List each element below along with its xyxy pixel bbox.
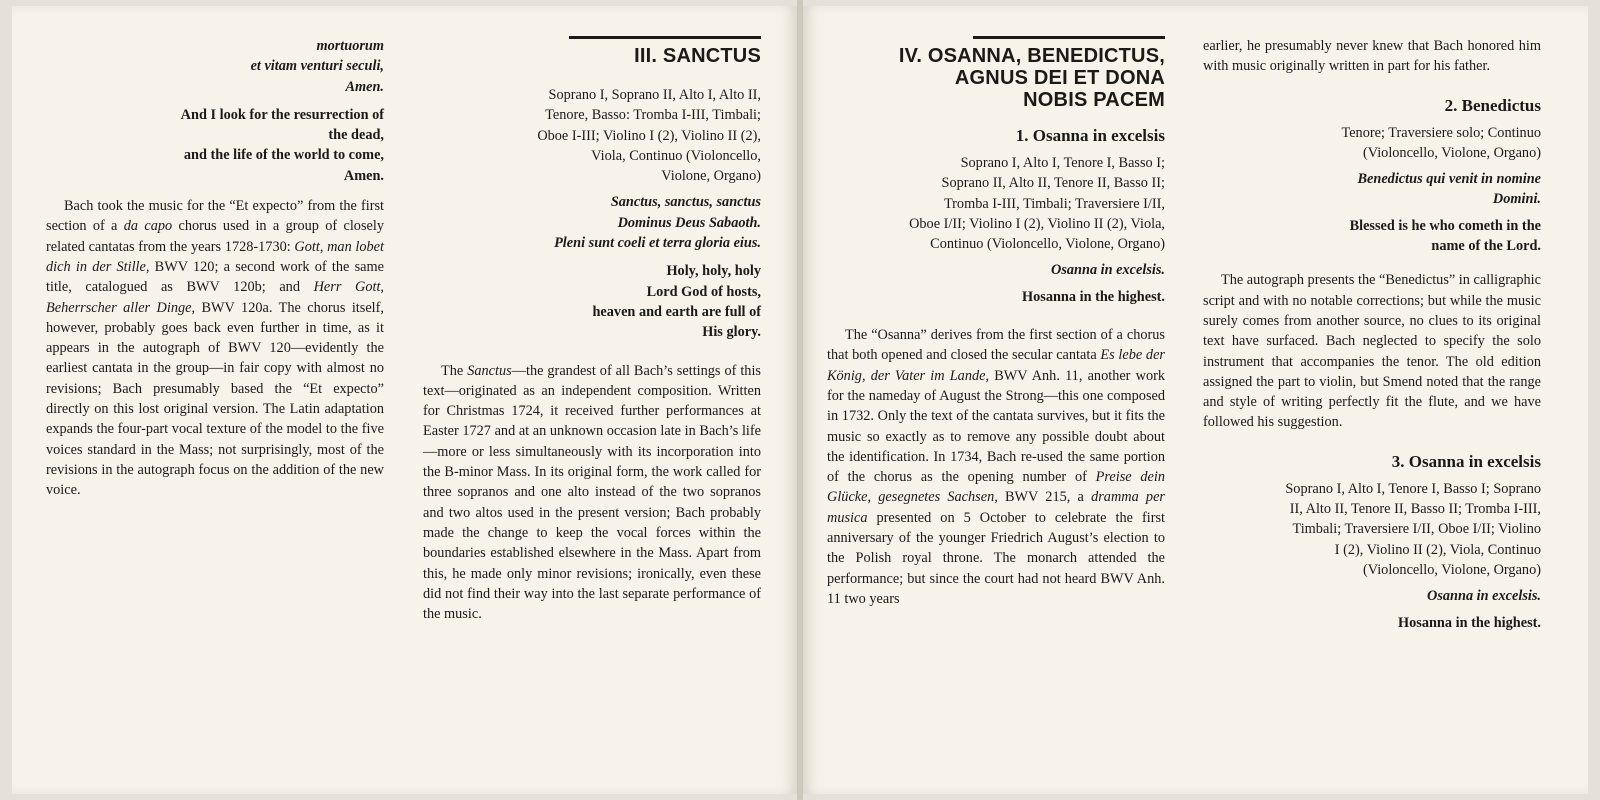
commentary-paragraph: earlier, he presumably never knew that Bach honored him with music originally written in part for his father. — [1203, 38, 1541, 75]
text-run: The “Osanna” derives from the first section of a chorus that both opened and closed the secular cantata — [827, 327, 1165, 364]
text-run: BWV 215, a — [997, 489, 1092, 506]
right-page — [803, 6, 1588, 794]
left-column-2 — [423, 36, 761, 624]
instrumentation-line: Tenore; Traversiere solo; Continuo — [1341, 124, 1541, 141]
latin-line: Sanctus, sanctus, sanctus — [610, 194, 761, 211]
subsection-heading: 1. Osanna in excelsis — [1015, 126, 1165, 145]
latin-line: Osanna in excelsis. — [1051, 262, 1165, 279]
text-run-italic: Preise dein Glücke, gesegnetes Sachsen, — [827, 469, 1165, 506]
section-heading-line: NOBIS PACEM — [1023, 89, 1165, 111]
right-column-1 — [827, 36, 1165, 609]
instrumentation-line: Continuo (Violoncello, Violone, Organo) — [930, 236, 1165, 253]
section-heading-line: IV. OSANNA, BENEDICTUS, — [898, 45, 1165, 67]
left-column-1 — [46, 36, 384, 501]
text-run-italic: Sanctus — [467, 362, 512, 379]
text-run-italic: dramma per musica — [827, 489, 1165, 526]
english-line: His glory. — [702, 324, 761, 341]
english-line: Lord God of hosts, — [646, 283, 761, 300]
latin-line: Dominus Deus Sabaoth. — [617, 214, 761, 231]
latin-line: Benedictus qui venit in nomine — [1357, 171, 1541, 188]
english-line: Holy, holy, holy — [666, 263, 761, 280]
latin-line: mortuorum — [316, 38, 384, 54]
instrumentation-line: Tenore, Basso: Tromba I-III, Timbali; — [545, 107, 761, 124]
english-line: Hosanna in the highest. — [1397, 614, 1541, 631]
instrumentation-line: Soprano I, Soprano II, Alto I, Alto II, — [548, 87, 761, 103]
instrumentation-line: Oboe I-III; Violino I (2), Violino II (2), — [537, 127, 761, 144]
text-run: —the grandest of all Bach’s settings of this text—originated as an independent composition. Written for Christmas 1724, it received further performances at Easter 1727 and at an unknown occasion late in Bach’s life—more or less simultaneously with its incorporation into the B-minor Mass. In its original form, the work called for three sopranos and one alto instead of the two sopranos and two altos used in the present version; Bach probably made the change to keep the vocal forces within the boundaries established elsewhere in the Mass. Apart from this, he made only minor revisions; ironically, even these did not find their way into the last separate performance of the music. — [423, 362, 761, 623]
latin-line: Pleni sunt coeli et terra gloria eius. — [554, 235, 761, 252]
instrumentation-line: Tromba I-III, Timbali; Traversiere I/II, — [943, 195, 1165, 212]
english-line: Blessed is he who cometh in the — [1349, 217, 1541, 234]
instrumentation-line: (Violoncello, Violone, Organo) — [1362, 561, 1541, 578]
text-run: Bach took the music for the “Et expecto” from the first section of a — [46, 198, 384, 235]
text-run-italic: Es lebe der König, der Vater im Lande, — [827, 347, 1165, 384]
latin-line: Osanna in excelsis. — [1427, 588, 1541, 605]
instrumentation-line: Soprano I, Alto I, Tenore I, Basso I; Soprano — [1285, 480, 1541, 497]
english-line: heaven and earth are full of — [592, 303, 761, 320]
latin-line: Amen. — [345, 78, 384, 95]
english-line: and the life of the world to come, — [183, 147, 384, 164]
text-run: , BWV 120a. The chorus itself, however, probably goes back even further in time, as it appears in the autograph of BWV 120—evidently the earliest cantata in the group—in fair copy with almost no revisions; Bach presumably based the “Et expecto” directly on this lost original version. The Latin adaptation expands the four-part vocal texture of the model to the five voices standard in the Mass; not surprisingly, most of the revisions in the autograph focus on the addition of the new voice. — [46, 299, 384, 499]
english-line: And I look for the resurrection of — [180, 106, 384, 123]
text-run: BWV 120; a second work of the same title, catalogued as BWV 120b; and — [46, 258, 384, 296]
instrumentation-line: (Violoncello, Violone, Organo) — [1362, 144, 1541, 161]
english-line: the dead, — [328, 127, 384, 144]
text-run-italic: Gott, man lobet dich in der Stille, — [46, 238, 385, 275]
english-line: name of the Lord. — [1431, 238, 1541, 255]
instrumentation-line: Soprano I, Alto I, Tenore I, Basso I; — [960, 155, 1165, 171]
right-column-2 — [1203, 36, 1541, 633]
commentary-paragraph — [46, 196, 384, 500]
instrumentation-line: Violone, Organo) — [661, 168, 761, 185]
commentary-paragraph — [827, 325, 1165, 609]
text-run: The — [441, 362, 468, 379]
instrumentation-line: Soprano II, Alto II, Tenore II, Basso II; — [941, 175, 1165, 192]
commentary-paragraph: The autograph presents the “Benedictus” in calligraphic script and with no notable corrections; but while the music surely comes from another source, no clues to its original text have surfaced. Bach neglected to specify the solo instrument that accompanies the tenor. The old edition assigned the part to violin, but Smend noted that the range and style of writing perfectly fit the flute, and we have followed his suggestion. — [1203, 272, 1541, 431]
instrumentation-line: Viola, Continuo (Violoncello, — [591, 147, 761, 164]
heading-rule — [569, 36, 761, 39]
latin-line: et vitam venturi seculi, — [250, 58, 384, 75]
section-heading-line: AGNUS DEI ET DONA — [954, 67, 1165, 89]
instrumentation-line: Timbali; Traversiere I/II, Oboe I/II; Violino — [1292, 521, 1541, 538]
english-line: Amen. — [343, 167, 384, 184]
instrumentation-line: Oboe I/II; Violino I (2), Violino II (2), Viola, — [909, 215, 1165, 232]
text-run: presented on 5 October to celebrate the first anniversary of the younger Friedrich August’s election to the Polish royal throne. The monarch attended the performance; but since the court had not heard BWV Anh. 11 two years — [827, 509, 1165, 607]
text-run-italic: Herr Gott, Beherrscher aller Dinge — [46, 279, 384, 316]
text-run: chorus used in a group of closely related cantatas from the years 1728-1730: — [46, 218, 384, 255]
left-page — [12, 6, 797, 794]
section-heading: III. SANCTUS — [634, 45, 761, 67]
subsection-heading: 3. Osanna in excelsis — [1391, 451, 1541, 471]
commentary-paragraph — [423, 361, 761, 625]
subsection-heading: 2. Benedictus — [1444, 95, 1541, 115]
instrumentation-line: I (2), Violino II (2), Viola, Continuo — [1334, 541, 1541, 558]
text-run: BWV Anh. 11, another work for the nameday of August the Strong—this one composed in 1732. Only the text of the cantata survives, but it fits the music so exactly as to remove any possible doubt about the identification. In 1734, Bach re-used the same portion of the chorus as the opening number of — [827, 367, 1165, 486]
latin-line: Domini. — [1492, 191, 1541, 208]
heading-rule — [973, 36, 1165, 39]
english-line: Hosanna in the highest. — [1021, 288, 1165, 305]
text-run-italic: da capo — [123, 218, 173, 235]
instrumentation-line: II, Alto II, Tenore II, Basso II; Tromba I-III, — [1289, 501, 1541, 518]
